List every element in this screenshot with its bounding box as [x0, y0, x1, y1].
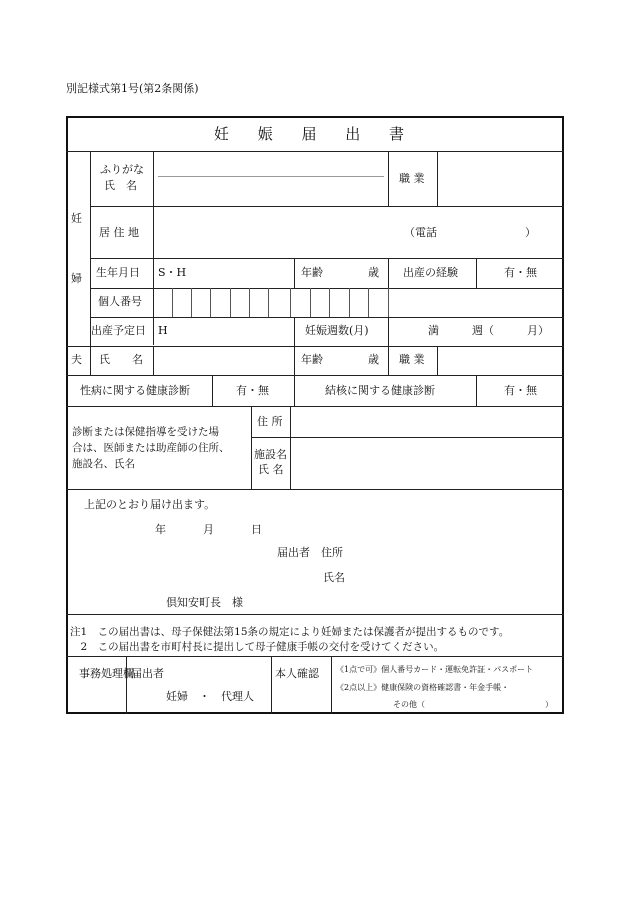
personal-number-label: 個人番号 [98, 295, 142, 308]
form-reference: 別記様式第1号(第2条関係) [66, 82, 199, 95]
age-label: 年齢 [301, 266, 323, 279]
facility-label-1: 施設名 [254, 448, 287, 461]
birth-experience-label: 出産の経験 [403, 266, 458, 279]
applicant-name-field[interactable] [350, 567, 555, 587]
due-date-field[interactable] [154, 318, 293, 345]
name-label: 氏 名 [104, 179, 137, 192]
due-date-label: 出産予定日 [91, 324, 146, 337]
id-docs-line-2: 《2点以上》健康保険の資格確認書・年金手帳・ [336, 683, 510, 692]
side-label-pregnant-2: 婦 [71, 272, 82, 285]
tb-check-value[interactable]: 有・無 [504, 384, 537, 397]
husband-occupation-label: 職 業 [399, 353, 425, 366]
guidance-address-field[interactable] [291, 407, 563, 436]
phone-label: （電話 ） [404, 226, 536, 239]
note-1: 注1 この届出書は、母子保健法第15条の規定により妊婦または保護者が提出するものです。 [70, 626, 510, 638]
applicant-address-field[interactable] [350, 542, 555, 562]
husband-name-label: 氏 名 [99, 353, 143, 366]
addressee: 倶知安町長 様 [166, 596, 243, 609]
weeks-value: 満 週（ 月） [428, 324, 549, 337]
id-docs-line-1: 《1点で可》個人番号カード・運転免許証・パスポート [336, 665, 534, 674]
date-year: 年 [155, 523, 166, 536]
std-check-value[interactable]: 有・無 [236, 384, 269, 397]
office-use-label: 事務処理欄 [79, 667, 134, 680]
occupation-label: 職 業 [399, 172, 425, 185]
birthdate-label: 生年月日 [96, 266, 140, 279]
age-unit: 歳 [368, 266, 379, 279]
guidance-text-1: 診断または保健指導を受けた場 [72, 426, 219, 438]
husband-occupation-field[interactable] [438, 347, 563, 374]
due-date-era: H [158, 324, 168, 337]
furigana-label: ふりがな [100, 163, 144, 176]
std-check-label: 性病に関する健康診断 [80, 384, 190, 397]
date-day: 日 [251, 523, 262, 536]
birthdate-field[interactable] [154, 259, 293, 287]
applicant-address-label: 届出者 住所 [277, 546, 343, 559]
guidance-address-label: 住 所 [257, 415, 283, 428]
pregnant-name-field[interactable] [154, 152, 387, 205]
husband-age-label: 年齢 [301, 353, 323, 366]
birth-experience-value[interactable]: 有・無 [504, 266, 537, 279]
guidance-facility-field[interactable] [291, 438, 563, 488]
husband-name-field[interactable] [154, 347, 293, 374]
guidance-text-3: 施設名、氏名 [72, 458, 135, 470]
date-month: 月 [203, 523, 214, 536]
address-label: 居 住 地 [99, 226, 139, 239]
tb-check-label: 結核に関する健康診断 [325, 384, 435, 397]
facility-label-2: 氏 名 [258, 463, 284, 476]
declaration-statement: 上記のとおり届け出ます。 [84, 498, 216, 511]
identity-check-label: 本人確認 [275, 667, 319, 680]
birthdate-era: S・H [158, 266, 187, 279]
side-label-pregnant-1: 妊 [71, 212, 82, 225]
pregnant-address-field[interactable] [154, 207, 400, 257]
id-docs-line-3: その他（ ） [393, 700, 553, 709]
husband-age-unit: 歳 [368, 353, 379, 366]
personal-number-field[interactable] [154, 289, 388, 316]
side-label-husband: 夫 [71, 353, 82, 366]
applicant-name-label: 氏名 [323, 571, 345, 584]
form-title: 妊 娠 届 出 書 [213, 125, 417, 143]
weeks-label: 妊娠週数(月) [305, 324, 369, 337]
submitter-options[interactable]: 妊婦 ・ 代理人 [166, 690, 254, 703]
guidance-text-2: 合は、医師または助産師の住所、 [72, 442, 230, 454]
submitter-label: 届出者 [131, 667, 164, 680]
note-2: 2 この届出書を市町村長に提出して母子健康手帳の交付を受けてください。 [70, 641, 445, 653]
pregnant-occupation-field[interactable] [438, 152, 563, 205]
